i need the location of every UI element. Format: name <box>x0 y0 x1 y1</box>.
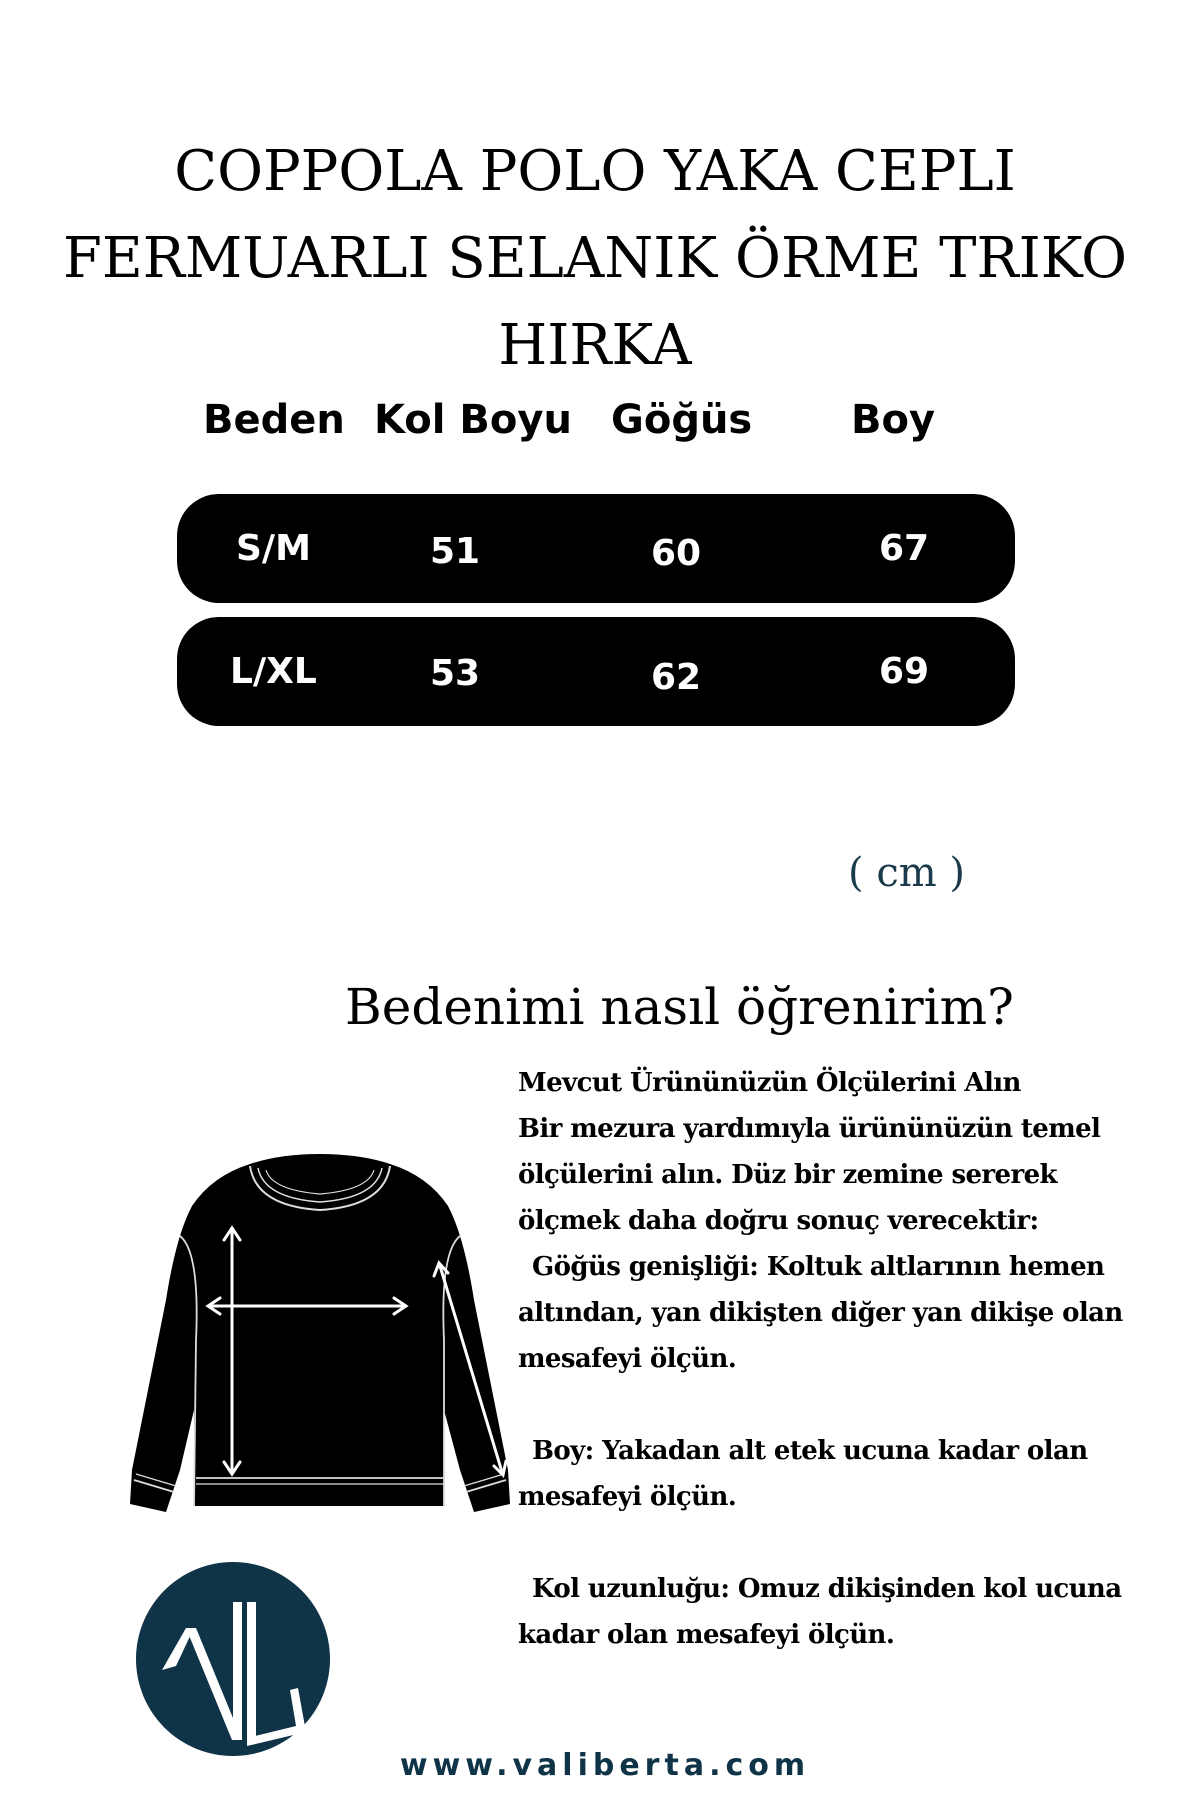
brand-logo <box>136 1562 330 1756</box>
size-table-header <box>0 392 1200 448</box>
cell-kol-boyu: 53 <box>430 653 481 694</box>
header-kol-boyu: Kol Boyu <box>374 397 572 443</box>
header-gogus: Göğüs <box>611 397 753 443</box>
instruction-line: altından, yan dikişten diğer yan dikişe olan <box>518 1298 1123 1328</box>
unit-label: ( cm ) <box>848 850 965 896</box>
title-line-1: COPPOLA POLO YAKA CEPLI <box>174 139 1016 204</box>
cell-boy: 67 <box>879 528 930 569</box>
instruction-line: ölçülerini alın. Düz bir zemine sererek <box>518 1160 1057 1190</box>
measure-instructions <box>518 1060 1198 1658</box>
instruction-title: Mevcut Ürününüzün Ölçülerini Alın <box>518 1068 1021 1098</box>
size-row-sm <box>177 494 1015 603</box>
cell-gogus: 60 <box>651 533 702 574</box>
cell-boy: 69 <box>879 651 930 692</box>
cell-gogus: 62 <box>651 657 702 698</box>
instruction-length: Boy: Yakadan alt etek ucuna kadar olan <box>532 1436 1088 1466</box>
title-line-2: FERMUARLI SELANIK ÖRME TRIKO <box>62 226 1128 291</box>
instruction-sleeve: Kol uzunluğu: Omuz dikişinden kol ucuna <box>532 1574 1122 1604</box>
instruction-line: mesafeyi ölçün. <box>518 1344 737 1374</box>
size-row-lxl <box>177 617 1015 726</box>
instruction-line: Bir mezura yardımıyla ürününüzün temel <box>518 1114 1101 1144</box>
cell-kol-boyu: 51 <box>430 531 481 572</box>
instruction-chest: Göğüs genişliği: Koltuk altlarının hemen <box>532 1252 1105 1282</box>
instruction-line: mesafeyi ölçün. <box>518 1482 737 1512</box>
cell-size: S/M <box>236 528 311 569</box>
website-link[interactable]: www.valiberta.com <box>399 1748 811 1783</box>
header-boy: Boy <box>851 397 936 443</box>
header-beden: Beden <box>203 397 345 443</box>
cell-size: L/XL <box>230 651 317 692</box>
how-to-measure-heading: Bedenimi nasıl öğrenirim? <box>345 978 1014 1036</box>
title-line-3: HIRKA <box>498 313 692 378</box>
sweater-measurement-icon <box>128 1140 512 1516</box>
instruction-line: ölçmek daha doğru sonuç verecektir: <box>518 1206 1039 1236</box>
instruction-line: kadar olan mesafeyi ölçün. <box>518 1620 895 1650</box>
vl-monogram-icon <box>136 1562 330 1756</box>
product-title <box>0 128 1190 389</box>
